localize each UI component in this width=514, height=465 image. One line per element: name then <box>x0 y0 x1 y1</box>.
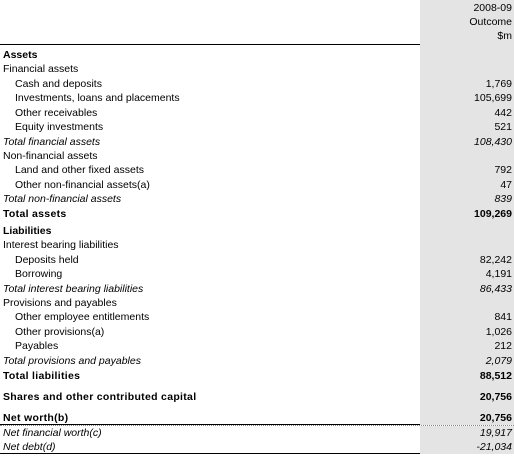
header-unit: $m <box>497 30 512 42</box>
row-label: Other provisions(a) <box>15 325 105 338</box>
row-value: 841 <box>420 310 514 325</box>
table-row <box>0 324 514 339</box>
row-value: 521 <box>420 120 514 135</box>
row-label: Payables <box>15 340 59 352</box>
row-label: Equity investments <box>15 121 104 133</box>
row-value: 108,430 <box>420 134 514 149</box>
header-column <box>420 0 514 45</box>
row-value: 105,699 <box>420 91 514 106</box>
table-row <box>0 177 514 192</box>
table-row <box>0 353 514 368</box>
table-row <box>0 62 514 76</box>
row-value: 82,242 <box>420 252 514 267</box>
table-row <box>0 163 514 178</box>
row-label: Shares and other contributed capital <box>3 390 197 403</box>
row-value: 88,512 <box>420 368 514 383</box>
table-row <box>0 281 514 296</box>
row-value <box>420 221 514 238</box>
row-label: Net worth(b) <box>3 411 69 424</box>
row-value: 20,756 <box>420 383 514 404</box>
table-row <box>0 439 514 454</box>
row-label: Investments, loans and placements <box>15 92 180 104</box>
table-row <box>0 296 514 310</box>
row-label: Non-financial assets <box>3 149 98 162</box>
row-value: -21,034 <box>420 439 514 454</box>
table-row <box>0 425 514 440</box>
row-label: Interest bearing liabilities <box>3 239 119 251</box>
row-label: Liabilities <box>3 225 52 237</box>
row-value <box>420 238 514 252</box>
row-label: Net debt(d) <box>3 440 56 453</box>
table-row <box>0 238 514 252</box>
table-row <box>0 310 514 325</box>
row-value: 839 <box>420 192 514 207</box>
row-label: Total financial assets <box>3 135 101 148</box>
row-label: Provisions and payables <box>3 296 117 309</box>
row-label: Borrowing <box>15 268 63 280</box>
row-value: 47 <box>420 177 514 192</box>
table-header <box>0 0 514 45</box>
table-row <box>0 76 514 91</box>
table-row <box>0 252 514 267</box>
table-row <box>0 404 514 425</box>
row-value: 20,756 <box>420 404 514 425</box>
table-row <box>0 45 514 62</box>
row-label: Deposits held <box>15 253 79 266</box>
table-row <box>0 221 514 238</box>
row-value <box>420 62 514 76</box>
row-label: Total assets <box>3 208 67 220</box>
row-label: Total liabilities <box>3 369 81 382</box>
row-value: 442 <box>420 105 514 120</box>
row-value: 86,433 <box>420 281 514 296</box>
header-year: 2008-09 <box>473 2 512 14</box>
row-label: Cash and deposits <box>15 77 102 90</box>
row-label: Total interest bearing liabilities <box>3 282 144 295</box>
row-label: Land and other fixed assets <box>15 164 145 176</box>
row-label: Total provisions and payables <box>3 354 141 367</box>
row-value <box>420 45 514 62</box>
table-row <box>0 368 514 383</box>
table-row <box>0 192 514 207</box>
row-value: 109,269 <box>420 206 514 221</box>
row-value <box>420 296 514 310</box>
row-label: Other receivables <box>15 106 98 119</box>
row-label: Financial assets <box>3 63 79 75</box>
row-label: Other employee entitlements <box>15 311 150 323</box>
row-label: Total non-financial assets <box>3 193 122 205</box>
table-row <box>0 105 514 120</box>
table-row <box>0 120 514 135</box>
row-value: 792 <box>420 163 514 178</box>
row-label: Other non-financial assets(a) <box>15 178 150 191</box>
row-value: 4,191 <box>420 267 514 282</box>
table-row <box>0 91 514 106</box>
row-label: Assets <box>3 49 38 61</box>
table-row <box>0 383 514 404</box>
row-value: 1,769 <box>420 76 514 91</box>
table-body <box>0 45 514 454</box>
row-label: Net financial worth(c) <box>3 427 102 439</box>
table-row <box>0 267 514 282</box>
table-row <box>0 149 514 163</box>
row-value: 19,917 <box>420 426 514 441</box>
table-row <box>0 339 514 354</box>
row-value: 1,026 <box>420 324 514 339</box>
header-type: Outcome <box>469 16 512 28</box>
table-row <box>0 206 514 221</box>
table-row <box>0 134 514 149</box>
row-value: 212 <box>420 339 514 354</box>
row-value: 2,079 <box>420 353 514 368</box>
row-value <box>420 149 514 163</box>
